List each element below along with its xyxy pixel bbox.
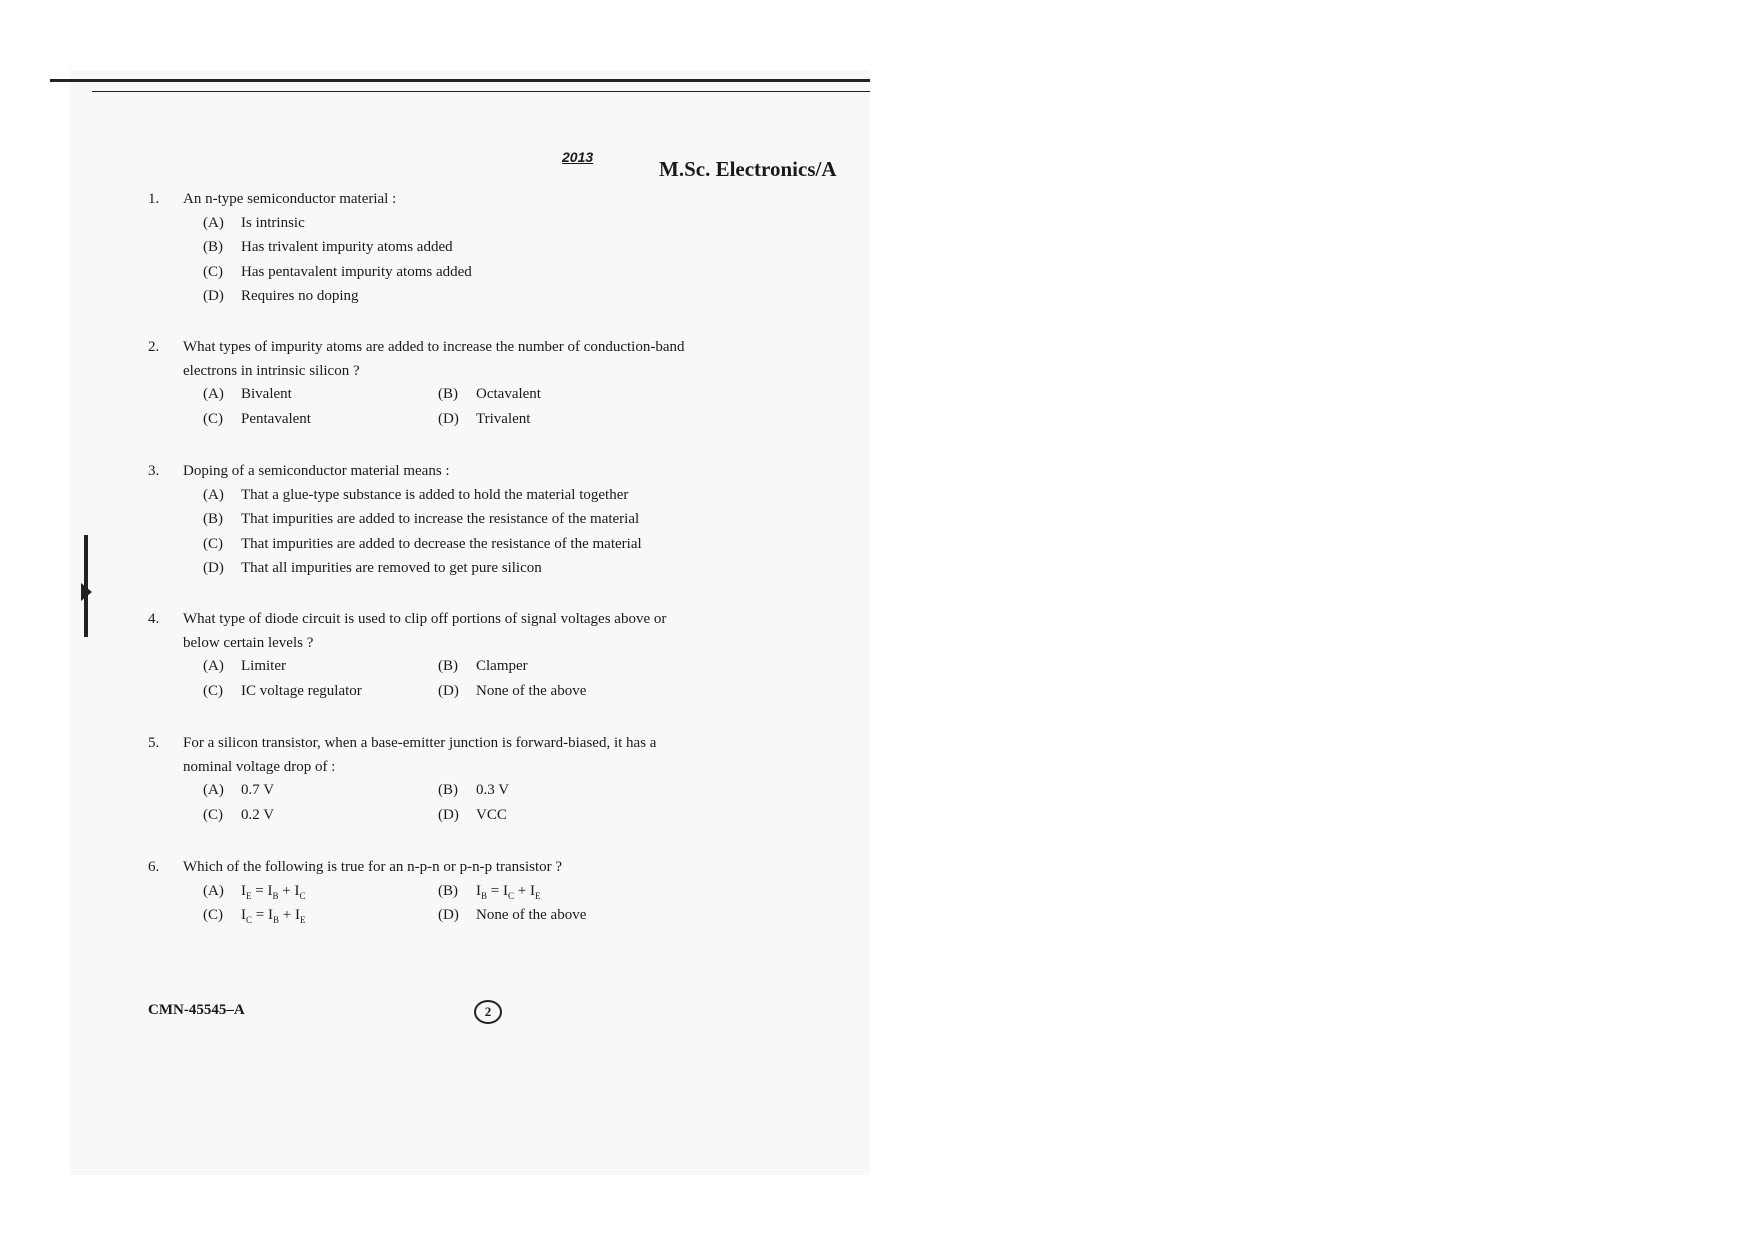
question-number: 1. bbox=[148, 191, 160, 207]
binding-mark bbox=[82, 535, 91, 637]
option-b: (B) $I_B = I_C + I_E$ bbox=[438, 882, 541, 901]
question-number: 4. bbox=[148, 611, 160, 627]
option-d: (D) VCC bbox=[438, 806, 507, 823]
page-number: 2 bbox=[474, 1000, 502, 1024]
question-number: 5. bbox=[148, 735, 160, 751]
question-number: 6. bbox=[148, 859, 160, 875]
exam-title: M.Sc. Electronics/A bbox=[659, 157, 837, 181]
option-a: (A) $I_E = I_B + I_C$ bbox=[203, 882, 306, 901]
option-d: (D) That all impurities are removed to get pure silicon bbox=[203, 560, 542, 576]
option-c: (C) 0.2 V bbox=[203, 806, 275, 823]
option-b: (B) That impurities are added to increase the resistance of the material bbox=[203, 511, 640, 527]
question-1 bbox=[148, 188, 688, 310]
question-5 bbox=[148, 732, 688, 828]
exam-year: 2013 bbox=[562, 149, 594, 165]
question-2 bbox=[148, 336, 688, 432]
header-rule-top bbox=[50, 79, 870, 82]
option-d: (D) None of the above bbox=[438, 682, 587, 699]
question-3 bbox=[148, 460, 688, 582]
question-4 bbox=[148, 608, 688, 704]
question-text: What type of diode circuit is used to clip off portions of signal voltages above or below certain levels ? bbox=[183, 611, 667, 651]
option-d: (D) Requires no doping bbox=[203, 288, 359, 304]
option-b: (B) 0.3 V bbox=[438, 782, 510, 798]
option-c: (C) That impurities are added to decrease the resistance of the material bbox=[203, 535, 642, 552]
question-text: What types of impurity atoms are added to increase the number of conduction-band electrons in intrinsic silicon ? bbox=[183, 339, 685, 379]
question-number: 3. bbox=[148, 463, 160, 479]
option-d: (D) Trivalent bbox=[438, 410, 531, 427]
option-a: (A) Limiter bbox=[203, 658, 286, 674]
option-c: (C) Pentavalent bbox=[203, 410, 311, 427]
option-d: (D) None of the above bbox=[438, 907, 587, 923]
option-b: (B) Has trivalent impurity atoms added bbox=[203, 239, 453, 255]
option-c: (C) $I_C = I_B + I_E$ bbox=[203, 907, 306, 925]
question-number: 2. bbox=[148, 339, 160, 355]
question-text: Doping of a semiconductor material means : bbox=[183, 463, 450, 479]
option-a: (A) 0.7 V bbox=[203, 782, 275, 798]
option-b: (B) Octavalent bbox=[438, 386, 541, 402]
option-b: (B) Clamper bbox=[438, 658, 528, 674]
question-text: For a silicon transistor, when a base-emitter junction is forward-biased, it has a nominal voltage drop of : bbox=[183, 735, 657, 775]
option-c: (C) Has pentavalent impurity atoms added bbox=[203, 263, 472, 280]
header-rule-bottom bbox=[92, 91, 870, 92]
option-c: (C) IC voltage regulator bbox=[203, 682, 362, 699]
paper-code: CMN-45545–A bbox=[148, 1002, 245, 1018]
option-a: (A) Bivalent bbox=[203, 386, 292, 402]
question-6 bbox=[148, 856, 688, 929]
question-text: Which of the following is true for an n-p-n or p-n-p transistor ? bbox=[183, 859, 563, 875]
option-a: (A) Is intrinsic bbox=[203, 214, 305, 231]
question-text: An n-type semiconductor material : bbox=[183, 191, 397, 207]
option-a: (A) That a glue-type substance is added to hold the material together bbox=[203, 486, 629, 503]
